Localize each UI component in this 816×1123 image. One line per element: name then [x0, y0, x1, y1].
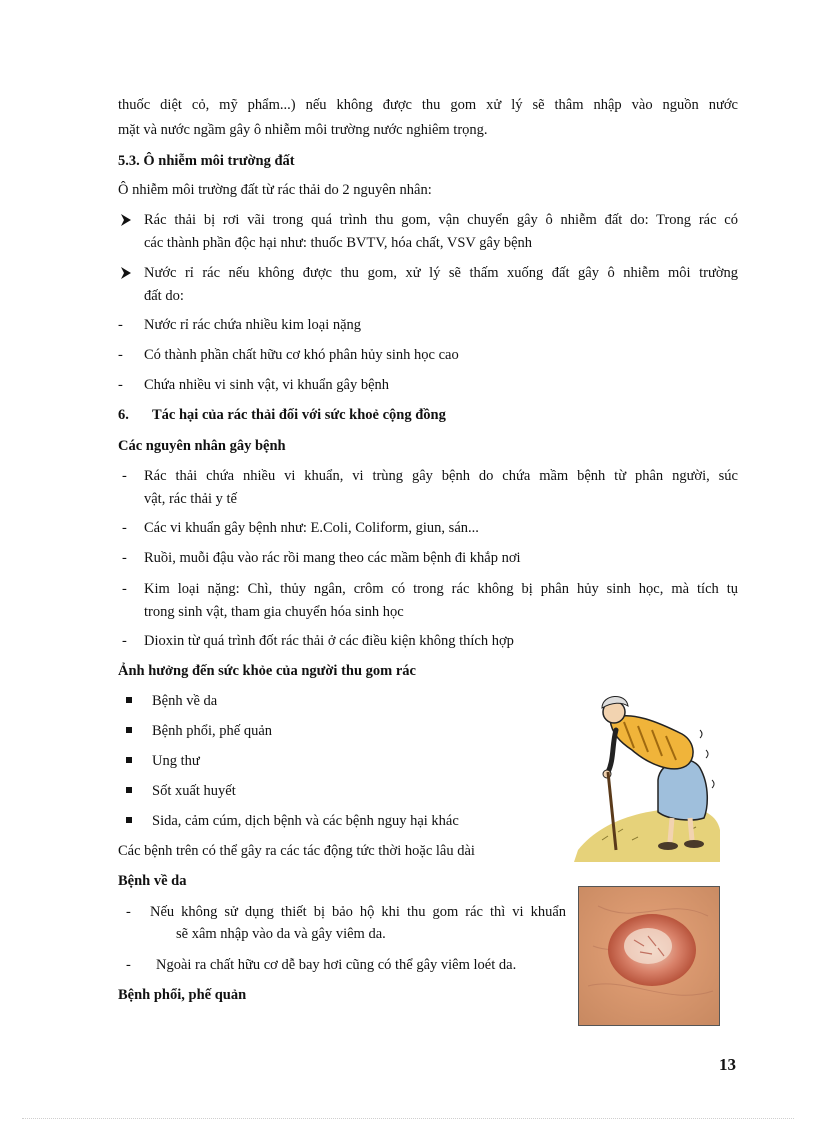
disease-4: Sốt xuất huyết	[152, 783, 236, 799]
arrow-item-2-line-2: đất do:	[144, 288, 184, 304]
section-5-3-heading: 5.3. Ô nhiễm môi trường đất	[118, 153, 295, 169]
causes-heading: Các nguyên nhân gây bệnh	[118, 438, 286, 454]
dash-marker: -	[122, 468, 127, 484]
dash-item-1: Nước rỉ rác chứa nhiều kim loại nặng	[144, 317, 362, 333]
square-bullet-icon	[126, 697, 132, 703]
cause-5: Dioxin từ quá trình đốt rác thải ở các điều kiện không thích hợp	[144, 633, 514, 649]
cause-1-line-1: Rác thải chứa nhiều vi khuẩn, vi trùng gây bệnh do chứa mầm bệnh từ phân người, súc	[144, 468, 738, 484]
skin-item-1-line-1: Nếu không sử dụng thiết bị bảo hộ khi thu gom rác thì vi khuẩn	[150, 904, 566, 920]
section-5-3-lead: Ô nhiễm môi trường đất từ rác thải do 2 nguyên nhân:	[118, 182, 432, 198]
cause-4-line-1: Kim loại nặng: Chì, thủy ngân, crôm có trong rác không bị phân hủy sinh học, mà tích tụ	[144, 581, 738, 597]
cause-1-line-2: vật, rác thải y tế	[144, 491, 237, 507]
intro-line-2: mặt và nước ngầm gây ô nhiễm môi trường nước nghiêm trọng.	[118, 122, 488, 138]
dash-item-3: Chứa nhiều vi sinh vật, vi khuẩn gây bệnh	[144, 377, 390, 393]
arrow-item-2-line-1: Nước rỉ rác nếu không được thu gom, xử lý sẽ thấm xuống đất gây ô nhiễm môi trường	[144, 265, 738, 281]
square-bullet-icon	[126, 787, 132, 793]
disease-1: Bệnh về da	[152, 693, 218, 709]
section-6-number: 6.	[118, 407, 129, 423]
dash-marker: -	[126, 904, 131, 920]
dash-marker: -	[122, 633, 127, 649]
square-bullet-icon	[126, 757, 132, 763]
dash-marker: -	[126, 957, 131, 973]
square-bullet-icon	[126, 727, 132, 733]
disease-5: Sida, cảm cúm, dịch bệnh và các bệnh nguy hại khác	[152, 813, 459, 829]
arrowhead-bullet-icon	[120, 266, 132, 280]
section-6-heading: Tác hại của rác thải đối với sức khoẻ cộng đồng	[152, 407, 446, 423]
footer-dotted-line	[22, 1118, 794, 1119]
collectors-heading: Ảnh hưởng đến sức khỏe của người thu gom rác	[118, 663, 416, 679]
skin-item-1-line-2: sẽ xâm nhập vào da và gây viêm da.	[176, 926, 386, 942]
square-bullet-icon	[126, 817, 132, 823]
skin-heading: Bệnh về da	[118, 873, 187, 889]
dash-marker: -	[122, 581, 127, 597]
cause-3: Ruồi, muỗi đậu vào rác rồi mang theo các mầm bệnh đi khắp nơi	[144, 550, 521, 566]
arrow-item-1-line-2: các thành phần độc hại như: thuốc BVTV, hóa chất, VSV gây bệnh	[144, 235, 533, 251]
dash-marker: -	[118, 317, 123, 333]
page-number: 13	[719, 1055, 736, 1074]
dash-marker: -	[118, 347, 123, 363]
old-woman-with-cane-illustration	[572, 690, 722, 862]
effects-note: Các bệnh trên có thể gây ra các tác động tức thời hoặc lâu dài	[118, 843, 475, 859]
dash-marker: -	[118, 377, 123, 393]
disease-3: Ung thư	[152, 753, 200, 769]
dash-marker: -	[122, 550, 127, 566]
dash-marker: -	[122, 520, 127, 536]
arrow-item-1-line-1: Rác thải bị rơi vãi trong quá trình thu gom, vận chuyển gây ô nhiễm đất do: Trong rác có	[144, 212, 738, 228]
disease-2: Bệnh phổi, phế quản	[152, 723, 273, 739]
cause-4-line-2: trong sinh vật, tham gia chuyển hóa sinh học	[144, 604, 404, 620]
arrowhead-bullet-icon	[120, 213, 132, 227]
intro-line-1: thuốc diệt cỏ, mỹ phẩm...) nếu không được thu gom xử lý sẽ thâm nhập vào nguồn nước	[118, 97, 738, 113]
cause-2: Các vi khuẩn gây bệnh như: E.Coli, Coliform, giun, sán...	[144, 520, 479, 536]
lung-heading: Bệnh phổi, phế quản	[118, 987, 247, 1003]
skin-item-2: Ngoài ra chất hữu cơ dễ bay hơi cũng có thể gây viêm loét da.	[156, 957, 517, 973]
skin-lesion-photo	[578, 886, 720, 1026]
dash-item-2: Có thành phần chất hữu cơ khó phân hủy sinh học cao	[144, 347, 459, 363]
